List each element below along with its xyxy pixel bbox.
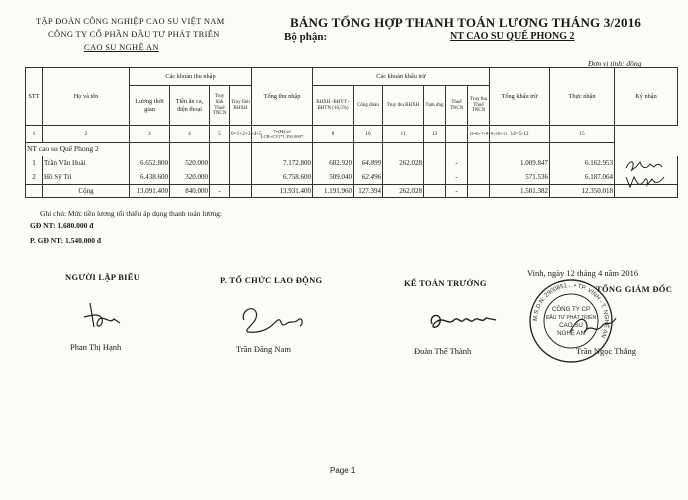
header-net-pay: Thực nhận [550,68,615,126]
row-employee-name: Trần Văn Hoài [43,156,130,170]
row-union: 64.899 [354,156,383,170]
index-cell: 13=6+7+8+9+10+11 [468,126,490,143]
total-union: 127.394 [354,185,383,198]
document-title: BẢNG TỔNG HỢP THANH TOÁN LƯƠNG THÁNG 3/2016 [290,15,642,30]
index-cell: 14=5-12 [490,126,550,143]
index-cell: 6=1+2+3+4+5 [230,126,252,143]
header-income-group: Các khoản thu nhập [130,68,252,86]
employee-2-signature [624,173,666,191]
department-label: Bộ phận: [284,31,328,43]
header-signature: Ký nhận [615,68,678,126]
header-tax-recovery: Truy thu Thuế TNCN [468,86,490,126]
row-salary: 6.652.800 [130,156,170,170]
index-cell: 8 [313,126,354,143]
total-meal: 840.000 [170,185,210,198]
row-insurance-recovery [383,170,424,185]
director-title: TỔNG GIÁM ĐỐC [596,284,673,294]
header-salary: Lương thời gian [130,86,170,126]
index-cell: 1 [26,126,43,143]
header-deduction-group: Các khoản khấu trừ [313,68,490,86]
index-cell: 10 [354,126,383,143]
total-insurance-recovery: 262.028 [383,185,424,198]
index-cell: 3 [130,126,170,143]
stamp-company: CÔNG TY CP [551,306,591,313]
accountant-name: Đoàn Thế Thành [414,346,472,356]
header-tax-arrears: Truy lĩnh Thuế TNCN [210,86,230,126]
row-total-deduction: 571.536 [490,170,550,185]
group-name: NT cao su Quế Phong 2 [26,143,130,157]
preparer-signature [80,297,130,337]
stamp-line-4: NGHỆ AN [557,330,585,337]
row-total-deduction: 1.009.847 [490,156,550,170]
row-net-pay: 6.187.064 [550,170,615,185]
total-net-pay: 12.350.018 [550,185,615,198]
index-cell: 15 [550,126,615,143]
index-cell: 7=(Hệ số LCB+CV)*1.350.000* [252,126,313,143]
row-union: 62.496 [354,170,383,185]
header-name: Họ và tên [43,68,130,126]
total-dash: - [210,185,230,198]
total-income: 13.931.400 [252,185,313,198]
row-stt: 2 [26,170,43,185]
row-insurance: 509.040 [313,170,354,185]
employee-1-signature [624,158,664,174]
total-salary: 13.091.400 [130,185,170,198]
table-row [26,156,678,170]
total-label: Cộng [43,185,130,198]
preparer-name: Phan Thị Hạnh [70,342,122,352]
labor-dept-title: P. TỔ CHỨC LAO ĐỘNG [220,275,323,285]
header-insurance-recovery: Truy thu BHXH [383,86,424,126]
payroll-table [25,67,678,198]
row-total-income: 6.758.600 [252,170,313,185]
note-deputy-wage: P. GĐ NT: 1.540.000 đ [30,236,102,245]
place-date: Vinh, ngày 12 tháng 4 năm 2016 [527,268,639,278]
page-number: Page 1 [330,466,356,475]
total-tax: - [446,185,468,198]
director-name: Trần Ngọc Thắng [576,346,636,356]
row-meal: 520.000 [170,156,210,170]
total-row [26,185,678,198]
header-union: Công đoàn [354,86,383,126]
header-advance: Tạm ứng [424,86,446,126]
header-total-income: Tổng thu nhập [252,68,313,126]
total-insurance: 1.191.960 [313,185,354,198]
currency-unit: Đơn vị tính: đồng [588,59,642,68]
department-value: NT CAO SU QUẾ PHONG 2 [450,31,575,42]
header-income-tax: Thuế TNCN [446,86,468,126]
stamp-ring-text: M.S.D.N: 2900851... • TP. VINH - T. NGHỆ AN [532,282,610,339]
header-insurance-arrears: Truy lĩnh BHXH [230,86,252,126]
index-cell: 4 [170,126,210,143]
header-meal-phone: Tiền ăn ca, điện thoại [170,86,210,126]
total-deduction: 1.581.382 [490,185,550,198]
row-employee-name: Hồ Sỹ Trì [43,170,130,185]
note-director-wage: GĐ NT: 1.680.000 đ [30,221,94,230]
index-cell [446,126,468,143]
row-tax: - [446,156,468,170]
row-salary: 6.438.600 [130,170,170,185]
row-stt: 1 [26,156,43,170]
row-insurance-recovery: 262.028 [383,156,424,170]
labor-name: Trần Đăng Nam [236,344,291,354]
labor-signature [238,302,308,338]
row-total-income: 7.172.800 [252,156,313,170]
index-cell: 2 [43,126,130,143]
org-line-1: TẬP ĐOÀN CÔNG NGHIỆP CAO SU VIỆT NAM [36,16,225,26]
header-social-insurance: BHXH -BHYT -BHTN (10,5%) [313,86,354,126]
table-row [26,170,678,185]
row-net-pay: 6.162.953 [550,156,615,170]
note-minimum-wage: Ghi chú: Mức tiền lương tối thiểu áp dụng thanh toán lương: [40,209,222,218]
row-insurance: 682.920 [313,156,354,170]
chief-accountant-title: KẾ TOÁN TRƯỞNG [404,278,487,288]
row-tax: - [446,170,468,185]
org-line-2: CÔNG TY CỔ PHẦN ĐẦU TƯ PHÁT TRIỂN [48,29,220,39]
org-line-3: CAO SU NGHỆ AN [84,42,159,52]
header-total-deduction: Tổng khấu trừ [490,68,550,126]
director-signature [566,310,622,340]
stamp-line-2: ĐẦU TƯ PHÁT TRIỂN [545,315,597,321]
accountant-signature [426,308,500,336]
index-cell: 12 [424,126,446,143]
preparer-title: NGƯỜI LẬP BIỂU [65,272,141,282]
index-cell: 11 [383,126,424,143]
header-stt: STT [26,68,43,126]
row-meal: 320.000 [170,170,210,185]
stamp-line-3: CAO SU [559,322,583,329]
index-cell: 5 [210,126,230,143]
